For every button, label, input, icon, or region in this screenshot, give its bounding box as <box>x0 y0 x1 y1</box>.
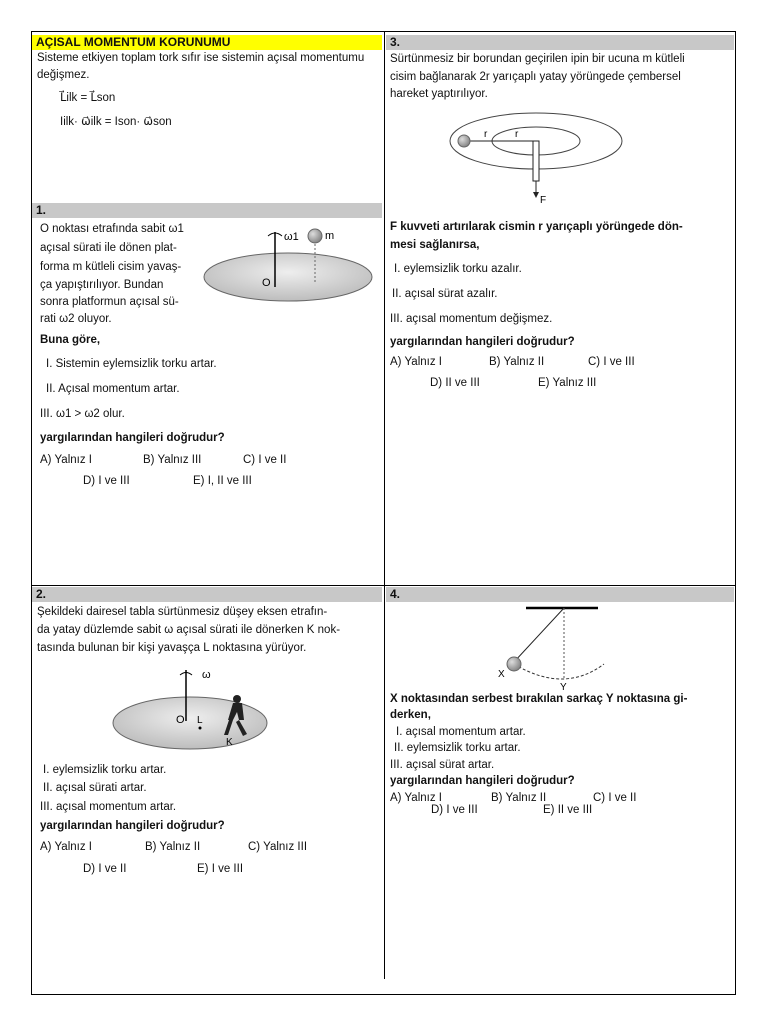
question-3-number: 3. <box>386 35 734 50</box>
question-4-number: 4. <box>386 587 734 602</box>
column-divider <box>384 31 385 979</box>
q1-option-e: E) I, II ve III <box>193 475 252 487</box>
q2-option-a: A) Yalnız I <box>40 841 92 853</box>
tube <box>533 141 539 181</box>
q1-stem-line: ça yapıştırılıyor. Bundan <box>40 279 164 291</box>
q4-option-b: B) Yalnız II <box>491 792 547 804</box>
force-arrowhead <box>533 192 539 198</box>
q2-omega-label: ω <box>202 669 211 681</box>
q3-option-b: B) Yalnız II <box>489 356 545 368</box>
q1-option-a: A) Yalnız I <box>40 454 92 466</box>
q1-option-b: B) Yalnız III <box>143 454 202 466</box>
pendulum-string <box>514 608 564 662</box>
q2-option-b: B) Yalnız II <box>145 841 201 853</box>
q4-statement: II. eylemsizlik torku artar. <box>394 742 521 754</box>
intro-line-2: değişmez. <box>37 69 90 81</box>
q4-lead: X noktasından serbest bırakılan sarkaç Y noktasına gi- <box>390 693 688 705</box>
row-divider <box>31 585 736 586</box>
platform-disc <box>204 253 372 301</box>
q3-statement: II. açısal sürat azalır. <box>392 288 498 300</box>
q4-option-c: C) I ve II <box>593 792 637 804</box>
q4-statement: III. açısal sürat artar. <box>390 759 495 771</box>
mass-ball <box>308 229 322 243</box>
q2-option-c: C) Yalnız III <box>248 841 308 853</box>
question-2-number: 2. <box>32 587 382 602</box>
q1-stem-line: O noktası etrafında sabit ω1 <box>40 223 184 235</box>
q2-option-e: E) I ve III <box>197 863 244 875</box>
q3-option-a: A) Yalnız I <box>390 356 442 368</box>
q1-platform-figure <box>200 222 380 310</box>
q1-stem-line: açısal sürati ile dönen plat- <box>40 242 177 254</box>
q3-lead: F kuvveti artırılarak cismin r yarıçaplı yörüngede dön- <box>390 221 683 233</box>
q1-statement: II. Açısal momentum artar. <box>46 383 180 395</box>
q1-question: yargılarından hangileri doğrudur? <box>40 432 225 444</box>
q2-stem-line: da yatay düzlemde sabit ω açısal sürati ile dönerken K nok- <box>37 624 341 636</box>
q2-k-label: K <box>226 737 233 748</box>
q4-pendulum-figure <box>492 602 612 694</box>
intro-line-1: Sisteme etkiyen toplam tork sıfır ise sistemin açısal momentumu <box>37 52 365 64</box>
q4-option-d: D) I ve III <box>431 804 478 816</box>
q1-mass-label: m <box>325 230 335 242</box>
q3-stem-line: cisim bağlanarak 2r yarıçaplı yatay yörüngede çembersel <box>390 71 681 83</box>
q3-orbit-figure <box>448 108 628 208</box>
q4-question: yargılarından hangileri doğrudur? <box>390 775 575 787</box>
q2-statement: III. açısal momentum artar. <box>40 801 177 813</box>
q3-r1-label: r <box>484 129 488 140</box>
q3-question: yargılarından hangileri doğrudur? <box>390 336 575 348</box>
q1-lead: Buna göre, <box>40 334 101 346</box>
q1-stem-line: rati ω2 oluyor. <box>40 313 112 325</box>
q1-omega-label: ω1 <box>284 231 299 243</box>
point-l <box>199 727 202 730</box>
swing-arc <box>514 664 604 679</box>
q2-option-d: D) I ve II <box>83 863 127 875</box>
q2-stem-line: Şekildeki dairesel tabla sürtünmesiz düşey eksen etrafın- <box>37 606 328 618</box>
q4-option-e: E) II ve III <box>543 804 593 816</box>
q1-option-d: D) I ve III <box>83 475 130 487</box>
formula-2: Iilk· ω⃗ilk = Ison· ω⃗son <box>60 116 172 128</box>
q3-r2-label: r <box>515 129 519 140</box>
q2-statement: II. açısal sürati artar. <box>43 782 147 794</box>
q4-y-label: Y <box>560 682 567 693</box>
q3-statement: I. eylemsizlik torku azalır. <box>394 263 522 275</box>
formula-1: L⃗ilk = L⃗son <box>60 92 116 104</box>
q3-lead: mesi sağlanırsa, <box>390 239 480 251</box>
q1-stem-line: forma m kütleli cisim yavaş- <box>40 261 182 273</box>
q2-turntable-figure <box>112 665 272 760</box>
q4-option-a: A) Yalnız I <box>390 792 442 804</box>
q4-lead: derken, <box>390 709 431 721</box>
q1-center-label: O <box>262 277 271 289</box>
q3-stem-line: Sürtünmesiz bir borundan geçirilen ipin bir ucuna m kütleli <box>390 53 685 65</box>
q3-option-e: E) Yalnız III <box>538 377 597 389</box>
q2-l-label: L <box>197 715 203 726</box>
q2-question: yargılarından hangileri doğrudur? <box>40 820 225 832</box>
section-title: AÇISAL MOMENTUM KORUNUMU <box>32 35 382 50</box>
q3-option-c: C) I ve III <box>588 356 635 368</box>
q2-statement: I. eylemsizlik torku artar. <box>43 764 167 776</box>
q4-x-label: X <box>498 669 505 680</box>
q1-statement: I. Sistemin eylemsizlik torku artar. <box>46 358 217 370</box>
q2-stem-line: tasında bulunan bir kişi yavaşça L noktasına yürüyor. <box>37 642 307 654</box>
q2-center-label: O <box>176 714 185 726</box>
q3-statement: III. açısal momentum değişmez. <box>390 313 553 325</box>
q3-stem-line: hareket yaptırılıyor. <box>390 88 488 100</box>
q3-force-label: F <box>540 195 547 206</box>
orbiting-mass <box>458 135 470 147</box>
pendulum-bob <box>507 657 521 671</box>
q3-option-d: D) II ve III <box>430 377 480 389</box>
turntable-disc <box>113 697 267 749</box>
q1-stem-line: sonra platformun açısal sü- <box>40 296 179 308</box>
q1-statement: III. ω1 > ω2 olur. <box>40 408 125 420</box>
q1-option-c: C) I ve II <box>243 454 287 466</box>
question-1-number: 1. <box>32 203 382 218</box>
q4-statement: I. açısal momentum artar. <box>396 726 526 738</box>
